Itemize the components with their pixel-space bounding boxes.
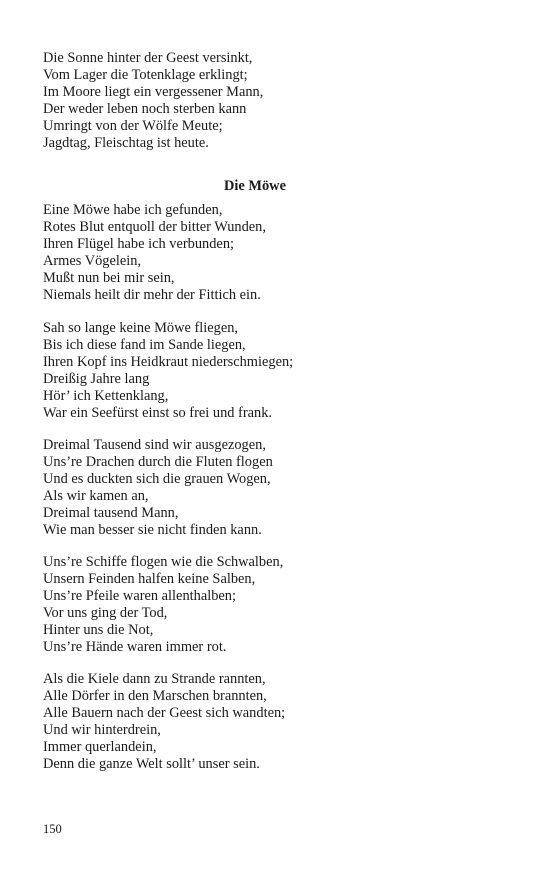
poem-line: Dreimal tausend Mann, (43, 505, 179, 522)
poem-line: Unsern Feinden halfen keine Salben, (43, 571, 256, 588)
poem-line: Im Moore liegt ein vergessener Mann, (43, 84, 264, 101)
poem-line: Alle Bauern nach der Geest sich wandten; (43, 705, 286, 722)
poem-line: Hör’ ich Kettenklang, (43, 388, 169, 405)
page-number: 150 (43, 822, 62, 836)
poem-line: Wie man besser sie nicht finden kann. (43, 522, 262, 539)
poem-line: Ihren Kopf ins Heidkraut niederschmiegen; (43, 354, 294, 371)
stanza-4 (43, 554, 513, 657)
poem-line: Der weder leben noch sterben kann (43, 101, 247, 118)
poem-line: Ihren Flügel habe ich verbunden; (43, 236, 235, 253)
poem-line: Sah so lange keine Möwe fliegen, (43, 320, 239, 336)
poem-line: Vor uns ging der Tod, (43, 605, 168, 622)
poem-line: Und wir hinterdrein, (43, 722, 161, 739)
poem-line: Jagdtag, Fleischtag ist heute. (43, 135, 209, 152)
poem-line: Alle Dörfer in den Marschen brannten, (43, 688, 267, 705)
poem-line: Armes Vögelein, (43, 253, 142, 270)
poem-line: Umringt von der Wölfe Meute; (43, 118, 223, 135)
poem-line: Uns’re Schiffe flogen wie die Schwalben, (43, 554, 284, 570)
poem-line: Vom Lager die Totenklage erklingt; (43, 67, 248, 84)
closing-stanza-previous-poem (43, 50, 513, 153)
poem-title: Die Möwe (224, 178, 286, 194)
poem-line: Immer querlandein, (43, 739, 157, 756)
poem-line: Uns’re Hände waren immer rot. (43, 639, 227, 656)
poem-line: Eine Möwe habe ich gefunden, (43, 202, 223, 218)
poem-line: Bis ich diese fand im Sande liegen, (43, 337, 246, 354)
poem-line: Uns’re Drachen durch die Fluten flogen (43, 454, 273, 471)
poem-line: Und es duckten sich die grauen Wogen, (43, 471, 271, 488)
poem-line: Die Sonne hinter der Geest versinkt, (43, 50, 253, 66)
stanza-5 (43, 671, 513, 774)
poem-line: Rotes Blut entquoll der bitter Wunden, (43, 219, 266, 236)
poem-line: War ein Seefürst einst so frei und frank. (43, 405, 273, 422)
poem-line: Hinter uns die Not, (43, 622, 154, 639)
poem-line: Dreißig Jahre lang (43, 371, 150, 388)
poem-line: Mußt nun bei mir sein, (43, 270, 175, 287)
poem-line: Niemals heilt dir mehr der Fittich ein. (43, 287, 261, 304)
poem-line: Dreimal Tausend sind wir ausgezogen, (43, 437, 266, 453)
stanza-1 (43, 202, 513, 305)
poem-line: Denn die ganze Welt sollt’ unser sein. (43, 756, 260, 773)
poem-line: Uns’re Pfeile waren allenthalben; (43, 588, 236, 605)
poem-line: Als wir kamen an, (43, 488, 149, 505)
stanza-2 (43, 320, 513, 423)
stanza-3 (43, 437, 513, 540)
poem-line: Als die Kiele dann zu Strande rannten, (43, 671, 266, 687)
